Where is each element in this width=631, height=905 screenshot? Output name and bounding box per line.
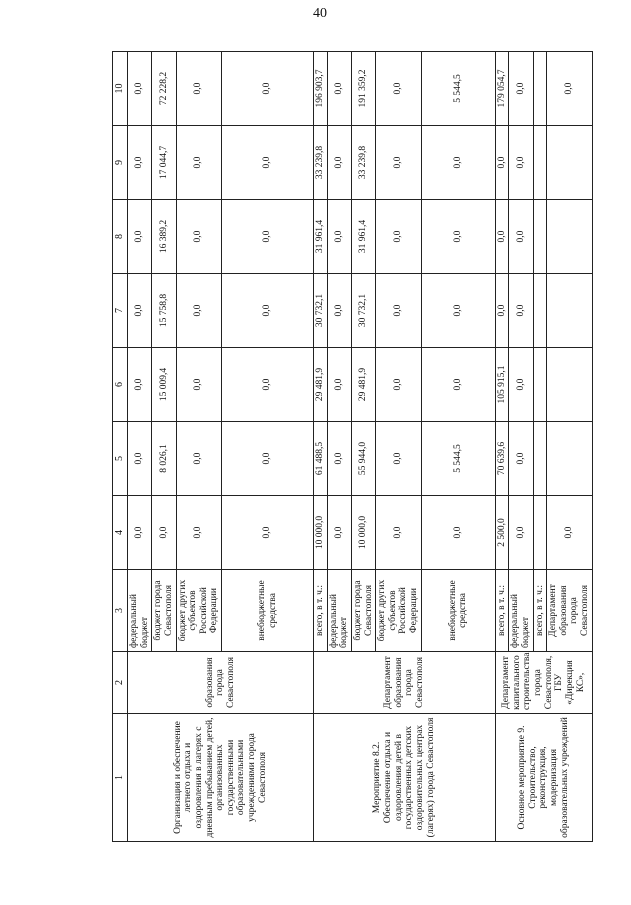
value-cell: 0,0 bbox=[509, 274, 533, 348]
value-cell: 33 239,8 bbox=[314, 126, 328, 200]
value-cell: 29 481,9 bbox=[314, 348, 328, 422]
value-cell: 0,0 bbox=[509, 348, 533, 422]
value-cell: 5 544,5 bbox=[421, 422, 495, 496]
header-cell: 2 bbox=[113, 652, 128, 714]
header-cell: 7 bbox=[113, 274, 128, 348]
value-cell: 0,0 bbox=[327, 200, 351, 274]
value-cell bbox=[533, 126, 547, 200]
value-cell: 70 639,6 bbox=[495, 422, 509, 496]
header-cell: 8 bbox=[113, 200, 128, 274]
value-cell: 0,0 bbox=[376, 422, 422, 496]
value-cell: 0,0 bbox=[327, 348, 351, 422]
value-cell: 0,0 bbox=[509, 126, 533, 200]
value-cell: 0,0 bbox=[176, 126, 222, 200]
value-cell: 179 054,7 bbox=[495, 52, 509, 126]
value-cell: 0,0 bbox=[176, 52, 222, 126]
value-cell: 0,0 bbox=[176, 348, 222, 422]
value-cell: 191 359,2 bbox=[351, 52, 375, 126]
value-cell: 0,0 bbox=[509, 200, 533, 274]
source-cell: бюджет города Севастополя bbox=[152, 570, 176, 652]
source-cell: бюджет других субъектов Российской Федерации bbox=[176, 570, 222, 652]
value-cell bbox=[533, 274, 547, 348]
value-cell: 33 239,8 bbox=[351, 126, 375, 200]
value-cell: 0,0 bbox=[509, 496, 533, 570]
source-cell: федеральный бюджет bbox=[509, 570, 533, 652]
value-cell: 5 544,5 bbox=[421, 52, 495, 126]
value-cell: 0,0 bbox=[128, 126, 152, 200]
value-cell: 0,0 bbox=[509, 422, 533, 496]
value-cell: 0,0 bbox=[421, 200, 495, 274]
value-cell: 0,0 bbox=[327, 422, 351, 496]
header-cell: 10 bbox=[113, 52, 128, 126]
value-cell: 0,0 bbox=[176, 200, 222, 274]
value-cell: 31 961,4 bbox=[314, 200, 328, 274]
value-cell: 0,0 bbox=[421, 496, 495, 570]
value-cell: 10 000,0 bbox=[314, 496, 328, 570]
value-cell: 0,0 bbox=[509, 52, 533, 126]
value-cell: 0,0 bbox=[327, 52, 351, 126]
value-cell: 0,0 bbox=[547, 52, 593, 126]
value-cell: 0,0 bbox=[222, 200, 314, 274]
value-cell: 0,0 bbox=[495, 274, 509, 348]
value-cell bbox=[547, 126, 593, 200]
value-cell: 0,0 bbox=[421, 274, 495, 348]
budget-table bbox=[112, 51, 593, 842]
value-cell: 0,0 bbox=[128, 348, 152, 422]
value-cell: 0,0 bbox=[376, 274, 422, 348]
value-cell: 8 026,1 bbox=[152, 422, 176, 496]
page-number: 40 bbox=[313, 6, 327, 21]
executor-cell: Департамент образования города Севастополя bbox=[314, 652, 496, 714]
value-cell: 0,0 bbox=[128, 422, 152, 496]
source-cell: Департамент образования города Севастополя bbox=[547, 570, 593, 652]
source-cell: бюджет города Севастополя bbox=[351, 570, 375, 652]
source-cell: федеральный бюджет bbox=[128, 570, 152, 652]
value-cell bbox=[533, 200, 547, 274]
value-cell bbox=[533, 52, 547, 126]
header-cell: 6 bbox=[113, 348, 128, 422]
header-cell: 5 bbox=[113, 422, 128, 496]
value-cell bbox=[547, 422, 593, 496]
table-row bbox=[128, 52, 152, 842]
value-cell: 0,0 bbox=[547, 496, 593, 570]
value-cell: 0,0 bbox=[176, 496, 222, 570]
value-cell bbox=[533, 496, 547, 570]
value-cell: 0,0 bbox=[222, 126, 314, 200]
header-row bbox=[113, 52, 128, 842]
value-cell: 0,0 bbox=[128, 274, 152, 348]
value-cell bbox=[547, 200, 593, 274]
value-cell: 72 228,2 bbox=[152, 52, 176, 126]
source-cell: внебюджетные средства bbox=[222, 570, 314, 652]
value-cell bbox=[547, 274, 593, 348]
value-cell: 0,0 bbox=[128, 200, 152, 274]
header-cell: 1 bbox=[113, 714, 128, 842]
value-cell: 10 000,0 bbox=[351, 496, 375, 570]
value-cell: 0,0 bbox=[421, 348, 495, 422]
executor-cell: Департамент капитального строительства города Севастополя, ГБУ «Дирекция КС», bbox=[495, 652, 592, 714]
value-cell: 0,0 bbox=[222, 52, 314, 126]
value-cell: 16 389,2 bbox=[152, 200, 176, 274]
value-cell: 0,0 bbox=[128, 52, 152, 126]
value-cell: 0,0 bbox=[128, 496, 152, 570]
source-cell: всего, в т. ч.: bbox=[314, 570, 328, 652]
header-cell: 3 bbox=[113, 570, 128, 652]
value-cell: 61 488,5 bbox=[314, 422, 328, 496]
value-cell: 0,0 bbox=[376, 52, 422, 126]
table-row bbox=[495, 52, 509, 842]
value-cell: 0,0 bbox=[176, 422, 222, 496]
value-cell: 0,0 bbox=[376, 200, 422, 274]
value-cell: 0,0 bbox=[421, 126, 495, 200]
value-cell: 0,0 bbox=[176, 274, 222, 348]
rotated-table-container bbox=[112, 52, 590, 842]
value-cell: 0,0 bbox=[327, 126, 351, 200]
value-cell: 30 732,1 bbox=[351, 274, 375, 348]
value-cell: 0,0 bbox=[222, 348, 314, 422]
value-cell: 0,0 bbox=[495, 126, 509, 200]
value-cell: 30 732,1 bbox=[314, 274, 328, 348]
executor-cell: образования города Севастополя bbox=[128, 652, 314, 714]
value-cell: 0,0 bbox=[376, 348, 422, 422]
value-cell: 15 009,4 bbox=[152, 348, 176, 422]
value-cell: 2 500,0 bbox=[495, 496, 509, 570]
table-row bbox=[314, 52, 328, 842]
event-name-cell: Мероприятие 8.2. Обеспечение отдыха и оздоровления детей в государственных детских оздоровительных центрах (лагерях) города Севастополя bbox=[314, 714, 496, 842]
source-cell: внебюджетные средства bbox=[421, 570, 495, 652]
value-cell: 0,0 bbox=[327, 274, 351, 348]
value-cell: 0,0 bbox=[327, 496, 351, 570]
value-cell bbox=[533, 348, 547, 422]
value-cell: 105 915,1 bbox=[495, 348, 509, 422]
value-cell: 196 903,7 bbox=[314, 52, 328, 126]
value-cell: 0,0 bbox=[222, 274, 314, 348]
value-cell: 17 044,7 bbox=[152, 126, 176, 200]
source-cell: бюджет других субъектов Российской Федерации bbox=[376, 570, 422, 652]
value-cell bbox=[533, 422, 547, 496]
value-cell: 55 944,0 bbox=[351, 422, 375, 496]
value-cell: 15 758,8 bbox=[152, 274, 176, 348]
value-cell: 0,0 bbox=[376, 496, 422, 570]
source-cell: всего, в т. ч.: bbox=[495, 570, 509, 652]
event-name-cell: Основное мероприятие 9. Строительство, реконструкция, модернизация образовательных учреждений bbox=[495, 714, 592, 842]
value-cell: 0,0 bbox=[222, 422, 314, 496]
value-cell bbox=[547, 348, 593, 422]
source-cell: всего, в т. ч.: bbox=[533, 570, 547, 652]
source-cell: федеральный бюджет bbox=[327, 570, 351, 652]
value-cell: 29 481,9 bbox=[351, 348, 375, 422]
value-cell: 0,0 bbox=[495, 200, 509, 274]
header-cell: 9 bbox=[113, 126, 128, 200]
header-cell: 4 bbox=[113, 496, 128, 570]
value-cell: 0,0 bbox=[376, 126, 422, 200]
event-name-cell: Организация и обеспечение летнего отдыха и оздоровления в лагерях с дневным пребыванием детей, организованных государственными образовательными учреждениями города Севастополя bbox=[128, 714, 314, 842]
value-cell: 31 961,4 bbox=[351, 200, 375, 274]
value-cell: 0,0 bbox=[222, 496, 314, 570]
value-cell: 0,0 bbox=[152, 496, 176, 570]
